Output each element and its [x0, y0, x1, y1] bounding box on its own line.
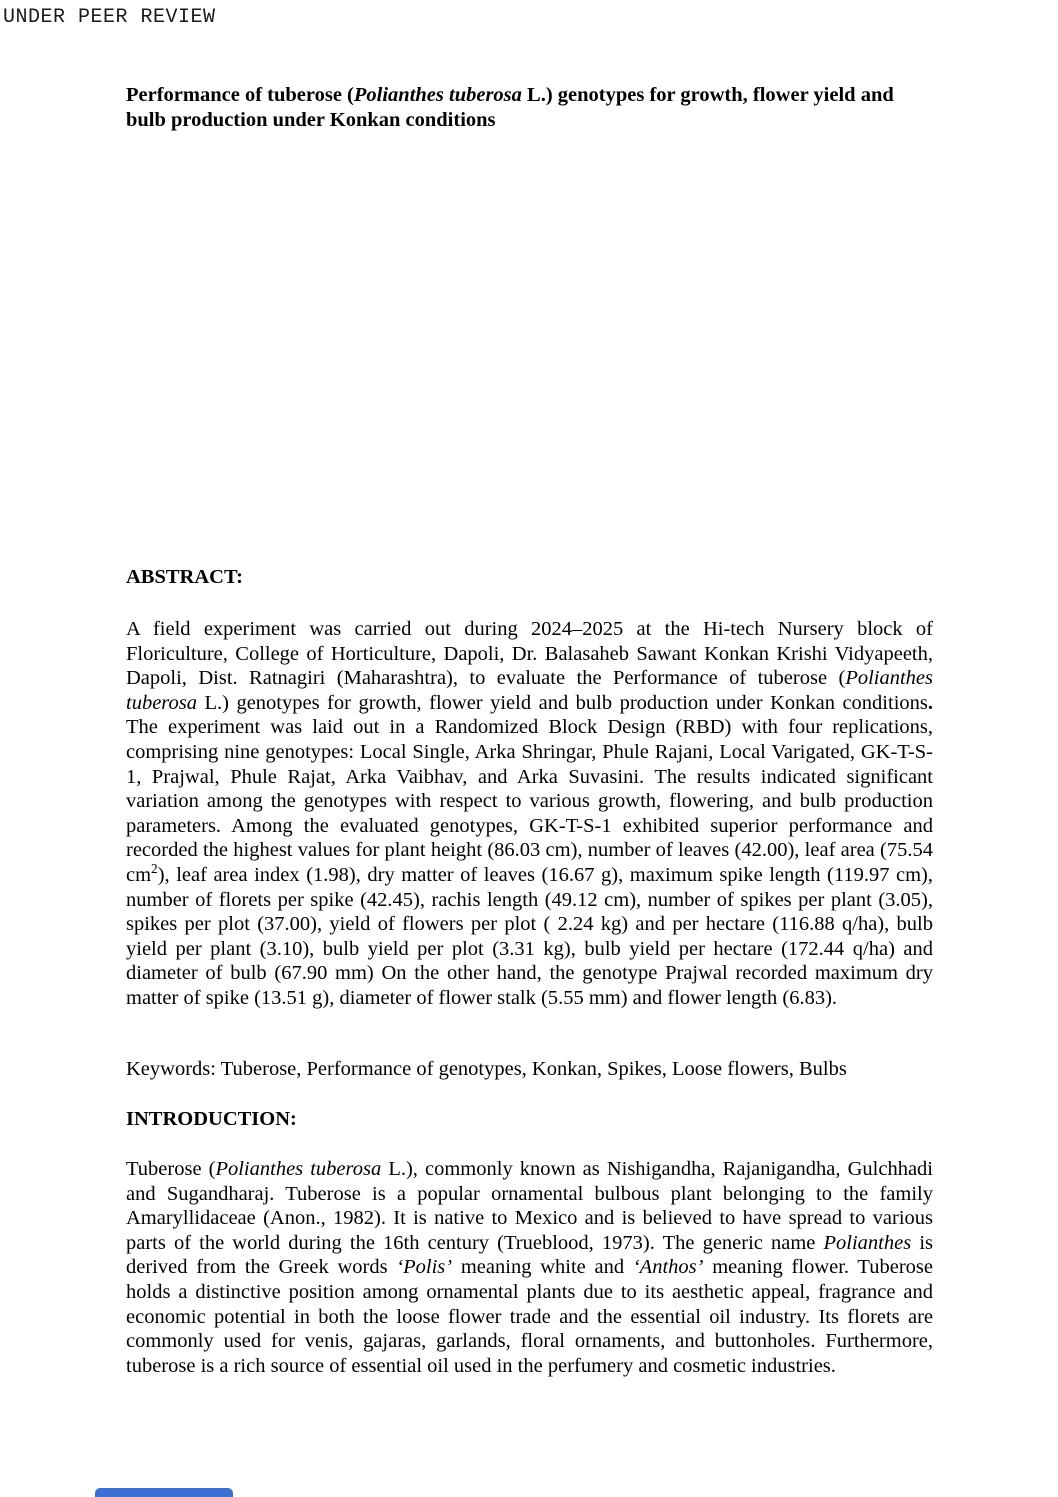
abstract-heading: ABSTRACT:	[126, 566, 243, 588]
introduction-paragraph: Tuberose (Polianthes tuberosa L.), commonly known as Nishigandha, Rajanigandha, Gulchhadi and Sugandharaj. Tuberose is a popular ornamental bulbous plant belonging to the family Amaryllidaceae (Anon., 1982). It is native to Mexico and is believed to have spread to various parts of the world during the 16th century (Trueblood, 1973). The generic name Polianthes is derived from the Greek words ‘Polis’ meaning white and ‘Anthos’ meaning flower. Tuberose holds a distinctive position among ornamental plants due to its aesthetic appeal, fragrance and economic potential in both the loose flower trade and the essential oil industry. Its florets are commonly used for venis, gajaras, garlands, floral ornaments, and buttonholes. Furthermore, tuberose is a rich source of essential oil used in the perfumery and cosmetic industries.	[126, 1158, 933, 1377]
keywords-line: Keywords: Tuberose, Performance of genotypes, Konkan, Spikes, Loose flowers, Bulbs	[126, 1058, 847, 1080]
partial-blue-element	[95, 1488, 233, 1497]
abstract-paragraph: A field experiment was carried out during 2024–2025 at the Hi-tech Nursery block of Floriculture, College of Horticulture, Dapoli, Dr. Balasaheb Sawant Konkan Krishi Vidyapeeth, Dapoli, Dist. Ratnagiri (Maharashtra), to evaluate the Performance of tuberose (Polianthes tuberosa L.) genotypes for growth, flower yield and bulb production under Konkan conditions. The experiment was laid out in a Randomized Block Design (RBD) with four replications, comprising nine genotypes: Local Single, Arka Shringar, Phule Rajani, Local Varigated, GK-T-S-1, Prajwal, Phule Rajat, Arka Vaibhav, and Arka Suvasini. The results indicated significant variation among the genotypes with respect to various growth, flowering, and bulb production parameters. Among the evaluated genotypes, GK-T-S-1 exhibited superior performance and recorded the highest values for plant height (86.03 cm), number of leaves (42.00), leaf area (75.54 $cm^2$), leaf area index (1.98), dry matter of leaves (16.67 g), maximum spike length (119.97 cm), number of florets per spike (42.45), rachis length (49.12 cm), number of spikes per plant (3.05), spikes per plot (37.00), yield of flowers per plot ( 2.24 kg) and per hectare (116.88 q/ha), bulb yield per plant (3.10), bulb yield per plot (3.31 kg), bulb yield per hectare (172.44 q/ha) and diameter of bulb (67.90 mm) On the other hand, the genotype Prajwal recorded maximum dry matter of spike (13.51 g), diameter of flower stalk (5.55 mm) and flower length (6.83).	[126, 618, 933, 1009]
paper-title: Performance of tuberose (Polianthes tuberosa L.) genotypes for growth, flower yield and bulb production under Konkan conditions	[126, 84, 894, 131]
under-peer-review-watermark: UNDER PEER REVIEW	[3, 6, 216, 29]
introduction-heading: INTRODUCTION:	[126, 1108, 297, 1130]
